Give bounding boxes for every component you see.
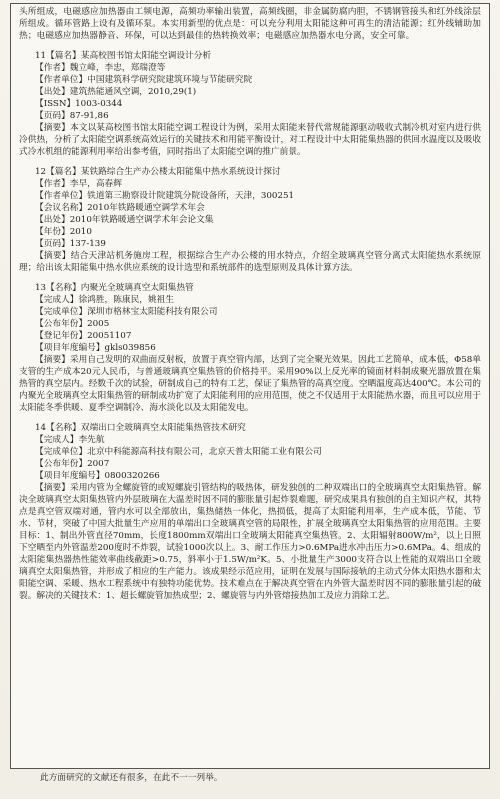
entry-abstract: 【摘要】采用自己发明的双曲面反射板，放置于真空管内部，达到了完全聚光效果。因此工艺简单，成本低，Φ58单支管的生产成本20元人民币，与普通玻璃真空集热管的价格持平。采用90%以上反光率的镜面材料制成聚光器放置在集热管的真空层内。经数千次的试验，研制成自己的特有工艺，保证了集热管的高真空度。空晒温度高达400℃。本公司的内聚光全玻璃真空太阳集热管的研制成功扩宽了太阳能利用的应用范围，使之不仅适用于太阳能热水器，而且可以应用于太阳能冬季供暖、夏季空调制冷、海水淡化以及太阳能发电。 bbox=[19, 355, 481, 413]
entry-field: 【作者】李早，高春辉 bbox=[35, 179, 122, 189]
content-frame bbox=[10, 3, 490, 769]
entry-field: 【公布年份】2005 bbox=[35, 319, 110, 329]
entry-field: 【ISSN】1003-0344 bbox=[35, 99, 123, 109]
entry-11 bbox=[19, 50, 481, 158]
entry-field: 【项目年度编号】0800320266 bbox=[35, 471, 160, 481]
entry-abstract: 【摘要】本文以某高校图书馆太阳能空调工程设计为例，采用太阳能来替代常规能源驱动吸收式制冷机对室内进行供冷供热，分析了太阳能空调系统高效运行的关键技术和用能平衡设计，对工程设计中太阳能集热器的供回水温度以及吸收式冷水机组的能源利用率给出参考值，同时指出了太阳能空调的推广前景。 bbox=[19, 123, 481, 157]
entry-field: 【项目年度编号】gkls039856 bbox=[35, 343, 156, 353]
entry-head: 14【名称】双端出口全玻璃真空太阳能集热管技术研究 bbox=[35, 423, 246, 433]
entry-12 bbox=[19, 166, 481, 274]
entry-field: 【作者】魏立峰，李忠，郑瑞澄等 bbox=[35, 63, 166, 73]
entry-13 bbox=[19, 282, 481, 414]
footer-note: 此方面研究的文献还有很多，在此不一一列举。 bbox=[40, 773, 223, 783]
entry-field: 【出处】建筑热能通风空调，2010,29(1) bbox=[35, 87, 197, 97]
entry-field: 【登记年份】20051107 bbox=[35, 331, 132, 341]
entry-field: 【完成人】徐鸿胜，陈康民，姚祖生 bbox=[35, 295, 174, 305]
entry-field: 【完成单位】深圳市格林宝太阳能科技有限公司 bbox=[35, 307, 218, 317]
entry-abstract: 【摘要】采用内管为全螺旋管的或短螺旋引管结构的吸热体，研发独创的二种双端出口的全玻璃真空太阳集热管。解决全玻璃真空太阳集热管内外层玻璃在大温差时因不同的膨胀量引起炸裂难题，研究成果具有独创的自主知识产权，其特点是真空管双端对通，管内水可以全部放出，集热储热一体化，热损低，提高了太阳能利用率，生产成本低，节能、节水、节材，突破了中国大批量生产应用的单端出口全玻璃真空管的局限性，扩展全玻璃真空太阳集热管的应用范围。主要目标：1、制出外管直径70mm，长度1800mm双端出口全玻璃太阳能真空集热管。2、太阳辐射800W/m²，以上日照下空晒至内外管温差200度时不炸裂，试验1000次以上。3、耐工作压力>0.6MPa进水冲击压力>0.6MPa。4、组成的太阳能集热器热性能效率曲线截距>0.75，斜率小于1.5W/m²K。5、小批量生产3000支符合以上性能的双端出口全玻璃真空太阳集热管，并形成了相应的生产能力。该成果经示范应用，证明在发展与国际接轨的主动式分体太阳热水器和太阳能空调、采暖、热水工程系统中有独特功能优势。技术难点在于解决真空管在内外管大温差时因不同的膨胀量引起的破裂。解决的关键技术：1、超长螺旋管加热成型；2、螺旋管与内外管熔接热加工及应力消除工艺。 bbox=[19, 483, 481, 601]
entry-field: 【作者单位】中国建筑科学研究院建筑环境与节能研究院 bbox=[35, 75, 253, 85]
entry-field: 【会议名称】2010年铁路暖通空调学术年会 bbox=[35, 203, 205, 213]
entry-field: 【作者单位】铁道第三勘察设计院建筑分院设备所，天津，300251 bbox=[35, 191, 295, 201]
entry-field: 【页码】137-139 bbox=[35, 239, 106, 249]
entry-head: 12【篇名】某铁路综合生产办公楼太阳能集中热水系统设计探讨 bbox=[35, 167, 281, 177]
entry-field: 【年份】2010 bbox=[35, 227, 92, 237]
entry-14 bbox=[19, 422, 481, 602]
entry-abstract: 【摘要】结合天津站机务施房工程，根据综合生产办公楼的用水特点，介绍全玻璃真空管分离式太阳能热水系统原理；给出该太阳能集中热水供应系统的设计选型和系统部件的选型原则及具体计算方法。 bbox=[19, 251, 481, 273]
entry-head: 11【篇名】某高校图书馆太阳能空调设计分析 bbox=[35, 51, 212, 61]
intro-paragraph: 头所组成，电磁感应加热器由工频电源，高频功率输出装置，高频线圈，非金属防腐内胆，不锈钢管接头和红外线涂层所组成。循环管路上设有及循环泵。本实用新型的优点是：可以充分利用太阳能这种可再生的清洁能源；红外线辅助加热；电磁感应加热器静音、环保，可以达到最佳的热转换效率；电磁感应加热器水电分离，安全可靠。 bbox=[19, 7, 481, 41]
entry-field: 【完成单位】北京中科能源高科技有限公司，北京天普太阳能工业有限公司 bbox=[35, 447, 322, 457]
entry-field: 【页码】87-91,86 bbox=[35, 111, 109, 121]
entry-head: 13【名称】内聚光全玻璃真空太阳集热管 bbox=[35, 283, 194, 293]
entry-field: 【完成人】李先航 bbox=[35, 435, 105, 445]
entry-field: 【出处】2010年铁路暖通空调学术年会论文集 bbox=[35, 215, 214, 225]
entry-field: 【公布年份】2007 bbox=[35, 459, 110, 469]
